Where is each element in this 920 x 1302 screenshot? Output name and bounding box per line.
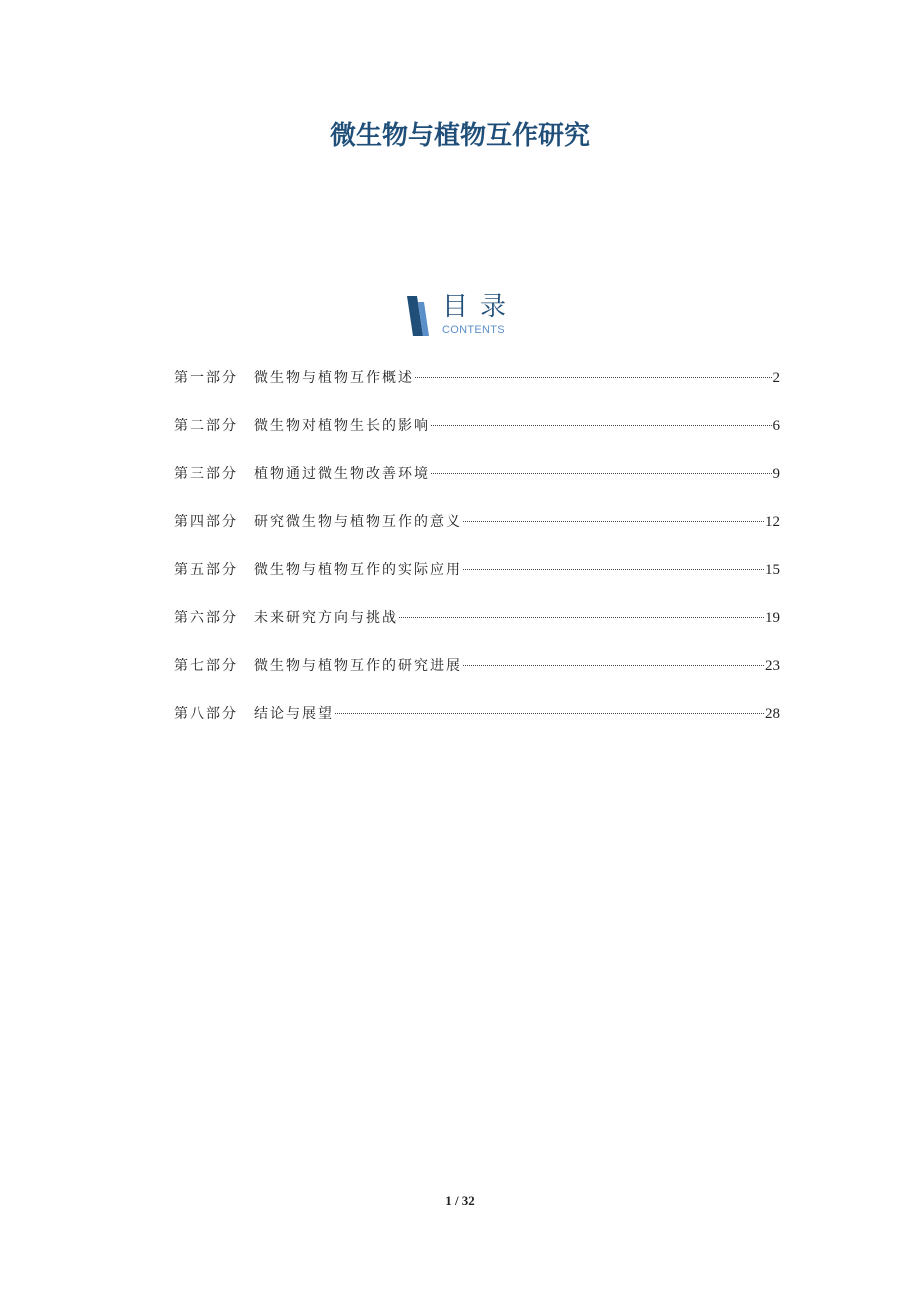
- toc-entry[interactable]: [174, 364, 780, 412]
- toc-entry[interactable]: [174, 652, 780, 700]
- toc-entry-leader: [399, 617, 764, 618]
- toc-entry-title: 微生物对植物生长的影响: [254, 418, 430, 434]
- toc-entry[interactable]: [174, 604, 780, 652]
- toc-entry-part: 第一部分: [174, 370, 238, 386]
- toc-list: [174, 364, 780, 748]
- toc-subheading: CONTENTS: [442, 324, 505, 336]
- toc-entry-part: 第五部分: [174, 562, 238, 578]
- toc-entry-leader: [463, 569, 764, 570]
- page-number: 1 / 32: [445, 1193, 475, 1208]
- toc-entry-title: 植物通过微生物改善环境: [254, 466, 430, 482]
- toc-entry-leader: [431, 473, 772, 474]
- toc-entry-leader: [335, 713, 764, 714]
- toc-entry-title: 研究微生物与植物互作的意义: [254, 514, 462, 530]
- toc-entry-page: 28: [765, 706, 780, 722]
- toc-entry-part: 第三部分: [174, 466, 238, 482]
- toc-entry-page: 15: [765, 562, 780, 578]
- toc-heading: 目录: [442, 292, 519, 322]
- toc-entry[interactable]: [174, 556, 780, 604]
- toc-entry-title: 微生物与植物互作概述: [254, 370, 414, 386]
- toc-entry-page: 2: [772, 370, 780, 386]
- toc-entry[interactable]: [174, 508, 780, 556]
- toc-entry-part: 第四部分: [174, 514, 238, 530]
- toc-entry[interactable]: [174, 700, 780, 748]
- toc-entry-part: 第二部分: [174, 418, 238, 434]
- toc-entry-part: 第六部分: [174, 610, 238, 626]
- toc-entry-page: 19: [765, 610, 780, 626]
- toc-entry-page: 12: [765, 514, 780, 530]
- toc-header: [405, 294, 525, 340]
- toc-entry[interactable]: [174, 460, 780, 508]
- toc-entry-page: 6: [772, 418, 780, 434]
- toc-entry-leader: [431, 425, 772, 426]
- toc-entry-part: 第八部分: [174, 706, 238, 722]
- toc-entry-leader: [463, 521, 764, 522]
- toc-entry-title: 未来研究方向与挑战: [254, 610, 398, 626]
- document-title: 微生物与植物互作研究: [329, 121, 590, 151]
- contents-logo-icon: [405, 296, 431, 336]
- toc-entry-page: 9: [772, 466, 780, 482]
- toc-entry-part: 第七部分: [174, 658, 238, 674]
- toc-entry-leader: [415, 377, 772, 378]
- toc-entry-leader: [463, 665, 764, 666]
- toc-entry-title: 微生物与植物互作的实际应用: [254, 562, 462, 578]
- toc-entry-title: 微生物与植物互作的研究进展: [254, 658, 462, 674]
- toc-entry[interactable]: [174, 412, 780, 460]
- toc-entry-page: 23: [765, 658, 780, 674]
- toc-entry-title: 结论与展望: [254, 706, 334, 722]
